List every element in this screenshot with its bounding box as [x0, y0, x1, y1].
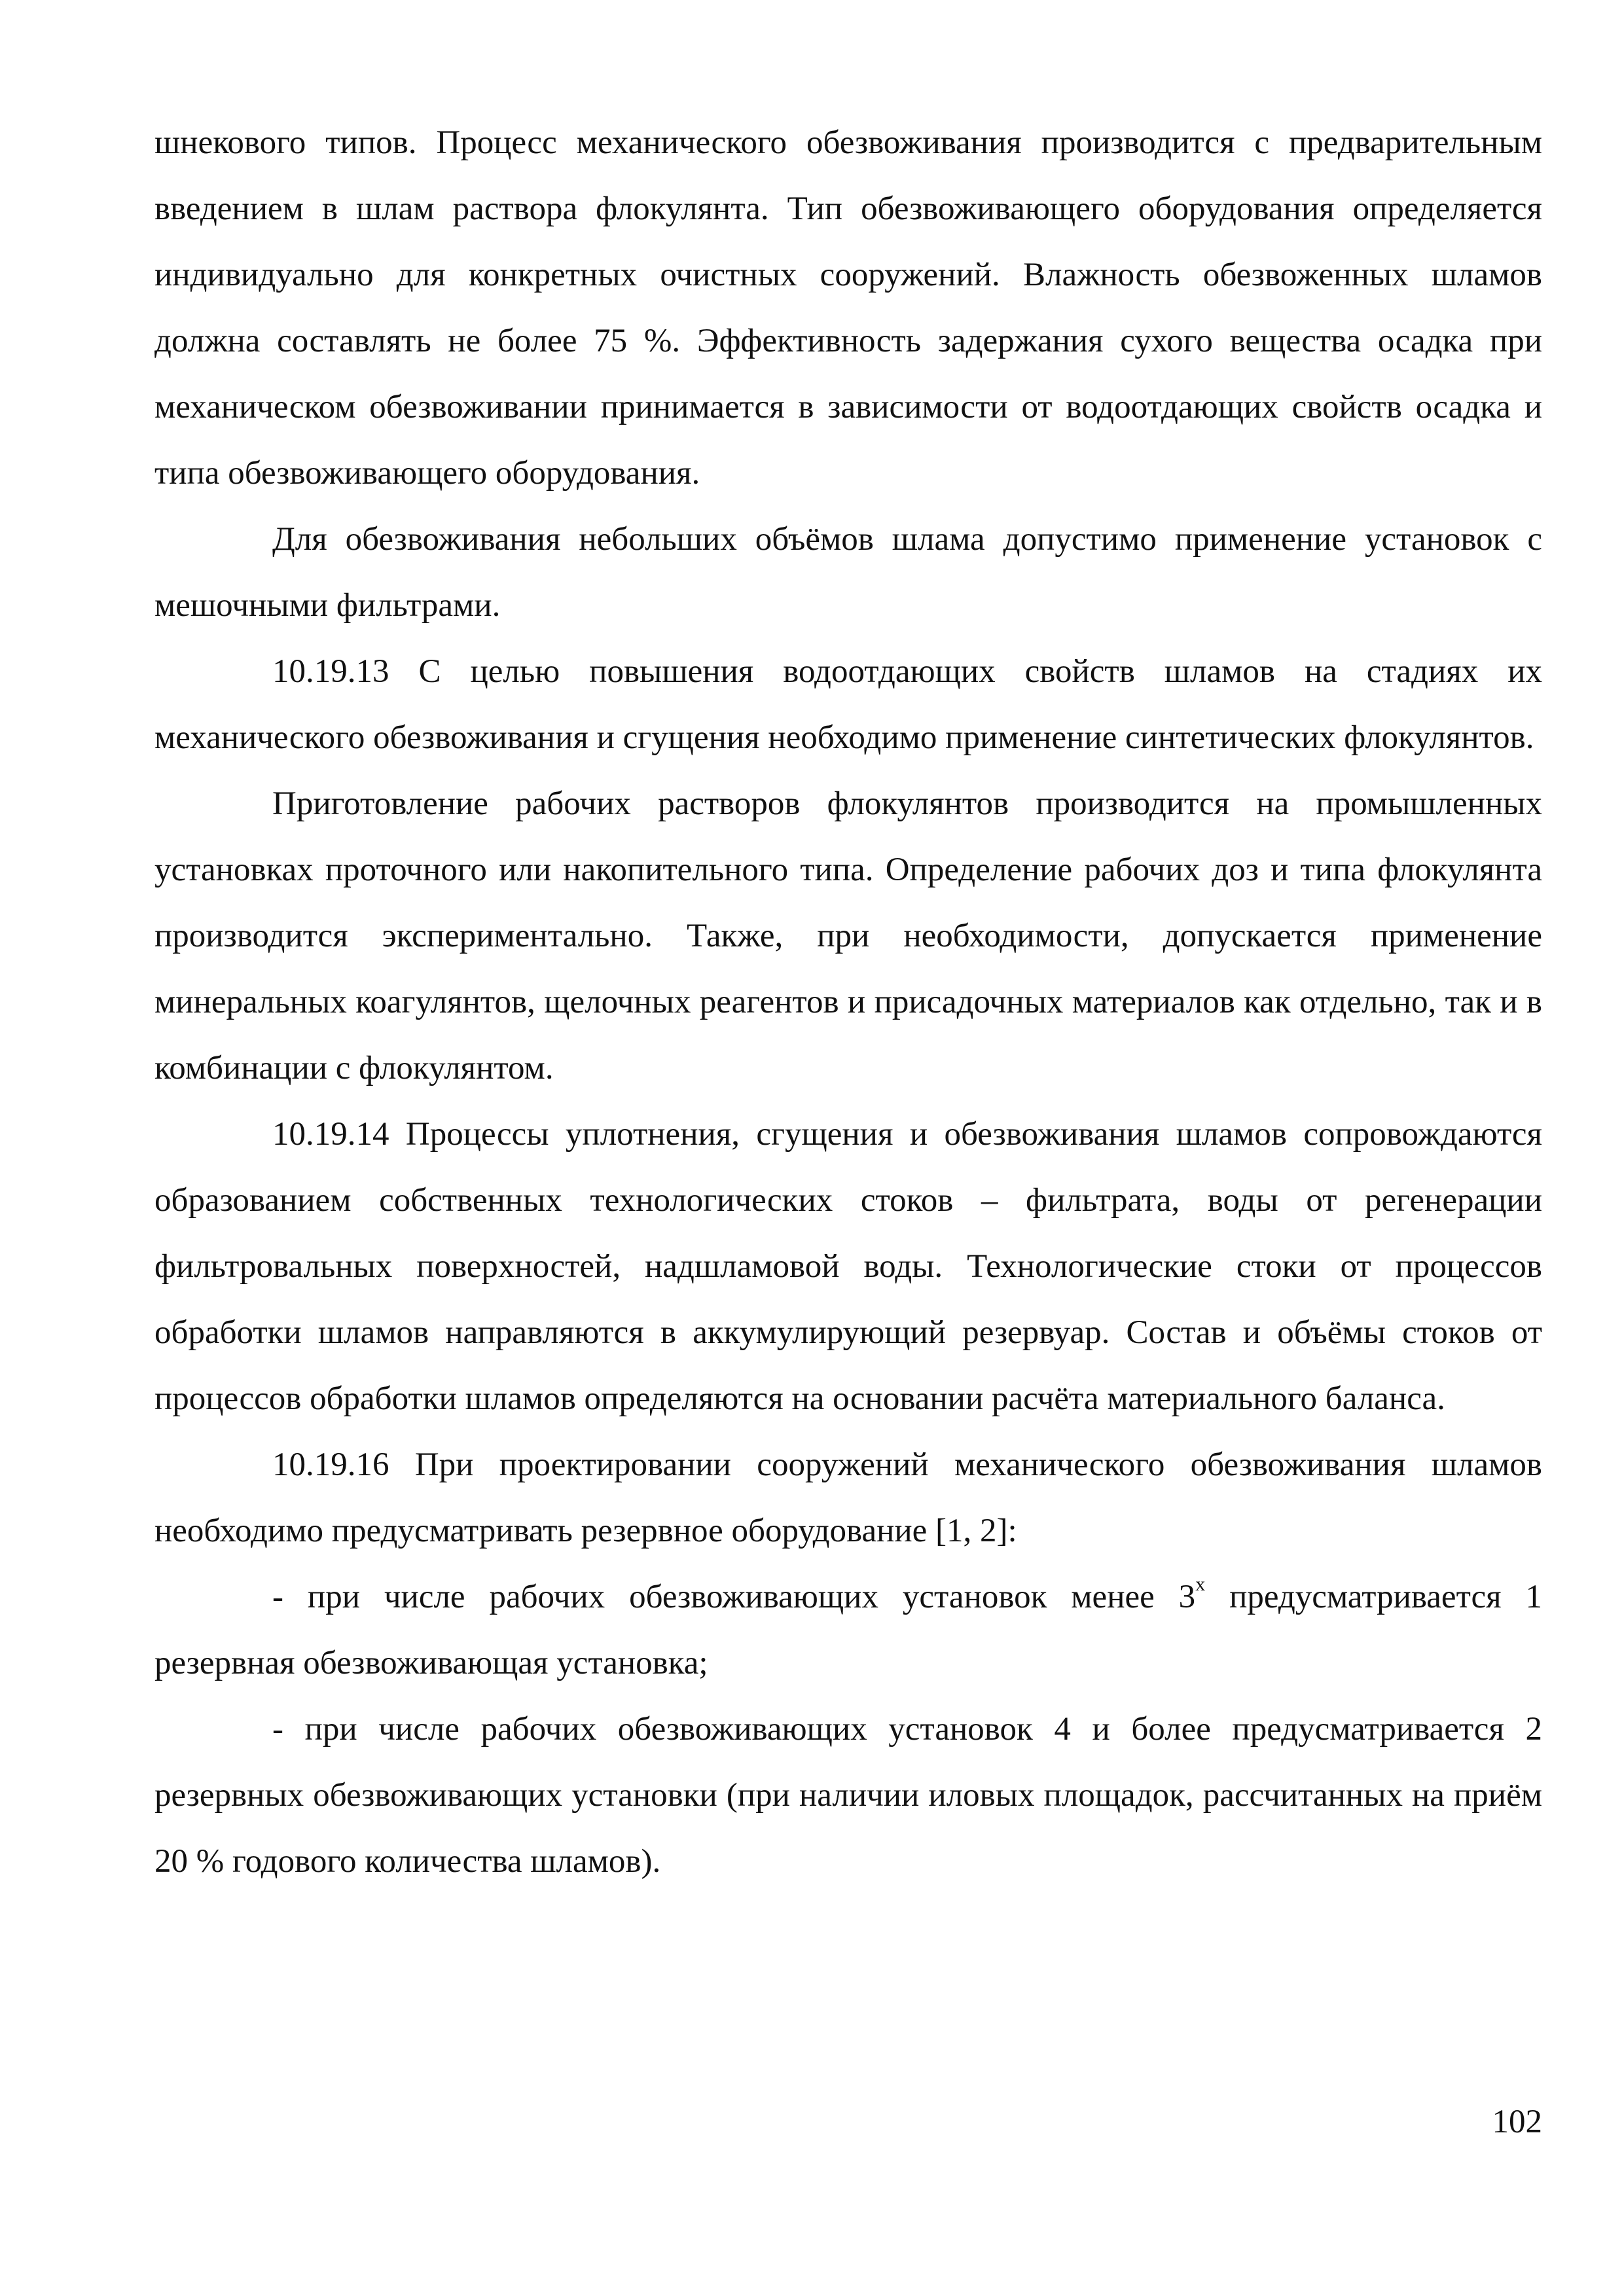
paragraph-dewatering-process: шнекового типов. Процесс механического обезвоживания производится с предварительным введением в шлам раствора флокулянта. Тип обезвоживающего оборудования определяется индивидуально для конкретных очистных сооружений. Влажность обезвоженных шламов должна составлять не более 75 %. Эффективность задержания сухого вещества осадка при механическом обезвоживании принимается в зависимости от водоотдающих свойств осадка и типа обезвоживающего оборудования.: [154, 124, 1542, 492]
page-number: 102: [1492, 2104, 1542, 2140]
paragraph-10-19-16: 10.19.16 При проектировании сооружений механического обезвоживания шламов необходимо предусматривать резервное оборудование [1, 2]:: [154, 1446, 1542, 1549]
paragraph-bag-filters: Для обезвоживания небольших объёмов шлама допустимо применение установок с мешочными фильтрами.: [154, 521, 1542, 624]
paragraph-flocculant-preparation: Приготовление рабочих растворов флокулянтов производится на промышленных установках проточного или накопительного типа. Определение рабочих доз и типа флокулянта производится экспериментально. Также, при необходимости, допускается применение минеральных коагулянтов, щелочных реагентов и присадочных материалов как отдельно, так и в комбинации с флокулянтом.: [154, 785, 1542, 1086]
list-item-reserve-two: - при числе рабочих обезвоживающих установок 4 и более предусматривается 2 резервных обезвоживающих установки (при наличии иловых площадок, рассчитанных на приём 20 % годового количества шламов).: [154, 1711, 1542, 1880]
list-item-reserve-one-after: предусматривается 1 резервная обезвоживающая установка;: [154, 1579, 1542, 1681]
list-item-reserve-one: [154, 1564, 1542, 1696]
list-item-reserve-one-before: - при числе рабочих обезвоживающих установок менее 3: [272, 1579, 1196, 1615]
document-page: [154, 110, 1542, 1895]
list-item-reserve-one-superscript: х: [1195, 1573, 1206, 1595]
paragraph-10-19-13: 10.19.13 С целью повышения водоотдающих свойств шламов на стадиях их механического обезвоживания и сгущения необходимо применение синтетических флокулянтов.: [154, 653, 1542, 756]
paragraph-10-19-14: 10.19.14 Процессы уплотнения, сгущения и обезвоживания шламов сопровождаются образованием собственных технологических стоков – фильтрата, воды от регенерации фильтровальных поверхностей, надшламовой воды. Технологические стоки от процессов обработки шламов направляются в аккумулирующий резервуар. Состав и объёмы стоков от процессов обработки шламов определяются на основании расчёта материального баланса.: [154, 1116, 1542, 1417]
